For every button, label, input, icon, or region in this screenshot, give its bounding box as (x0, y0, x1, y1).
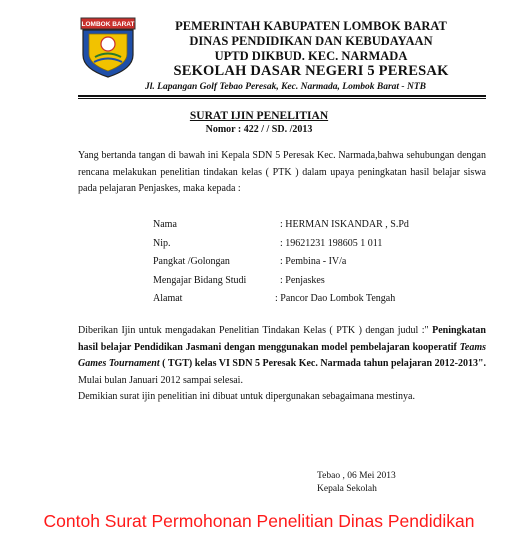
permission-text-period: Mulai bulan Januari 2012 sampai selesai. (78, 374, 243, 386)
signature-place-date: Tebao , 06 Mei 2013 (317, 471, 396, 481)
field-label-bidang-studi: Mengajar Bidang Studi (153, 275, 247, 286)
permission-text-lead: Diberikan Ijin untuk mengadakan Penelitian Tindakan Kelas ( PTK ) dengan judul :" (78, 325, 429, 336)
letterhead-line-department: DINAS PENDIDIKAN DAN KEBUDAYAAN (189, 34, 433, 48)
field-label-alamat: Alamat (153, 293, 183, 304)
field-value-nip: : 19621231 198605 1 011 (280, 238, 383, 249)
research-title-part1: Peningkatan hasil belajar Pendidikan Jasmani dengan menggunakan model pembelajaran kooperatif (78, 325, 486, 353)
letterhead-line-government: PEMERINTAH KABUPATEN LOMBOK BARAT (175, 19, 447, 33)
field-value-nama: : HERMAN ISKANDAR , S.Pd (280, 219, 409, 230)
signature-role: Kepala Sekolah (317, 484, 377, 494)
field-value-alamat: : Pancor Dao Lombok Tengah (275, 293, 396, 304)
letter-title: SURAT IJIN PENELITIAN (189, 110, 329, 122)
closing-paragraph: Demikian surat ijin penelitian ini dibuat untuk dipergunakan sebagaimana mestinya. (78, 391, 415, 402)
image-caption: Contoh Surat Permohonan Penelitian Dinas Pendidikan (43, 511, 475, 531)
field-label-nip: Nip. (153, 238, 171, 249)
lombok-barat-emblem-icon (80, 17, 136, 79)
logo-text: LOMBOK BARAT (81, 21, 135, 28)
permission-paragraph (78, 323, 486, 406)
letterhead-line-uptd: UPTD DIKBUD. KEC. NARMADA (214, 49, 408, 63)
letterhead-line-school: SEKOLAH DASAR NEGERI 5 PERESAK (173, 63, 449, 79)
field-value-bidang-studi: : Penjaskes (280, 275, 325, 286)
field-label-pangkat: Pangkat /Golongan (153, 256, 230, 267)
letterhead-rule-thin (78, 98, 486, 99)
research-title-italic: Teams Games Tournament (78, 341, 486, 369)
letterhead-rule-thick (78, 95, 486, 97)
intro-paragraph: Yang bertanda tangan di bawah ini Kepala SDN 5 Peresak Kec. Narmada,bahwa sehubungan dengan rencana melakukan penelitian tindakan kelas ( PTK ) dalam upaya peningkatan hasil belajar siswa pada pelajaran Penjaskes, maka kepada : (78, 150, 486, 194)
field-value-pangkat: : Pembina - IV/a (280, 256, 347, 267)
research-title-part2: ( TGT) kelas VI SDN 5 Peresak Kec. Narmada tahun pelajaran 2012-2013". (159, 358, 486, 369)
letter-number: Nomor : 422 / / SD. /2013 (205, 124, 313, 135)
letterhead-address: Jl. Lapangan Golf Tebao Peresak, Kec. Narmada, Lombok Barat - NTB (145, 82, 426, 92)
field-label-nama: Nama (153, 219, 177, 230)
